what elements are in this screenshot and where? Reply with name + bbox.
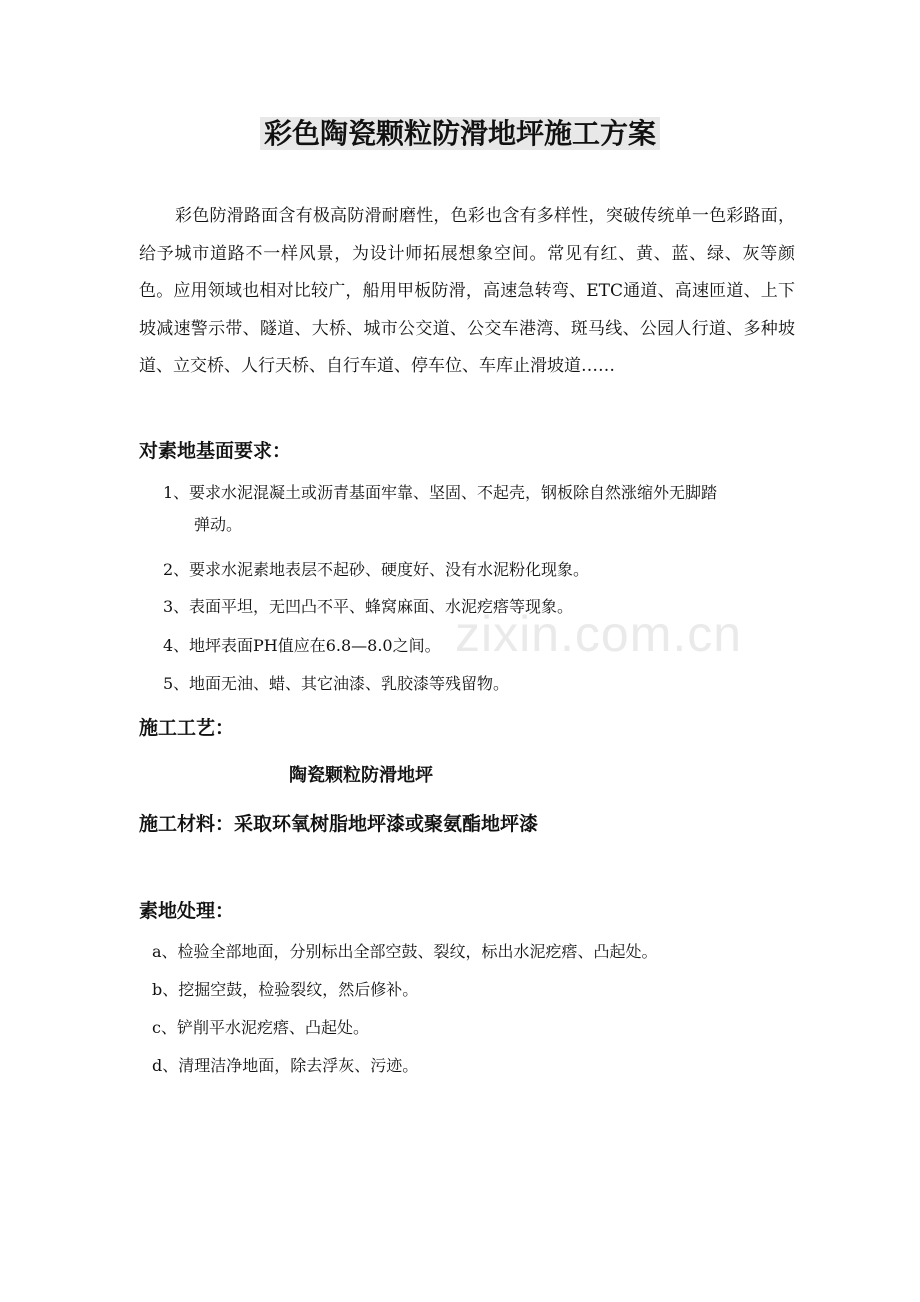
materials-heading: 施工材料：采取环氧树脂地坪漆或聚氨酯地坪漆 bbox=[139, 813, 539, 835]
requirement-item-2: 2、要求水泥素地表层不起砂、硬度好、没有水泥粉化现象。 bbox=[163, 560, 590, 579]
requirement-item-3: 3、表面平坦，无凹凸不平、蜂窝麻面、水泥疙瘩等现象。 bbox=[163, 597, 574, 616]
process-subtitle: 陶瓷颗粒防滑地坪 bbox=[289, 765, 433, 786]
requirement-item-5: 5、地面无油、蜡、其它油漆、乳胶漆等残留物。 bbox=[163, 674, 510, 693]
process-heading: 施工工艺： bbox=[139, 717, 235, 739]
surface-treatment-heading: 素地处理： bbox=[139, 900, 235, 922]
requirement-item-4: 4、地坪表面PH值应在6.8—8.0之间。 bbox=[163, 636, 441, 655]
treatment-step-c: c、铲削平水泥疙瘩、凸起处。 bbox=[152, 1018, 369, 1037]
requirement-item-1: 1、要求水泥混凝土或沥青基面牢靠、坚固、不起壳，钢板除自然涨缩外无脚踏 弹动。 bbox=[163, 483, 718, 534]
treatment-step-b: b、挖掘空鼓，检验裂纹，然后修补。 bbox=[152, 980, 419, 999]
document-title: 彩色陶瓷颗粒防滑地坪施工方案 bbox=[0, 114, 920, 154]
treatment-step-d: d、清理洁净地面，除去浮灰、污迹。 bbox=[152, 1056, 419, 1075]
treatment-step-a: a、检验全部地面，分别标出全部空鼓、裂纹，标出水泥疙瘩、凸起处。 bbox=[152, 942, 658, 961]
base-requirements-heading: 对素地基面要求： bbox=[139, 440, 292, 462]
intro-paragraph: 彩色防滑路面含有极高防滑耐磨性，色彩也含有多样性，突破传统单一色彩路面，给予城市道路不一样风景，为设计师拓展想象空间。常见有红、黄、蓝、绿、灰等颜色。应用领域也相对比较广，船用甲板防滑，高速急转弯、ETC通道、高速匝道、上下坡减速警示带、隧道、大桥、城市公交道、公交车港湾、斑马线、公园人行道、多种坡道、立交桥、人行天桥、自行车道、停车位、车库止滑坡道…… bbox=[139, 206, 795, 376]
site-watermark: zixin.com.cn bbox=[455, 606, 743, 662]
